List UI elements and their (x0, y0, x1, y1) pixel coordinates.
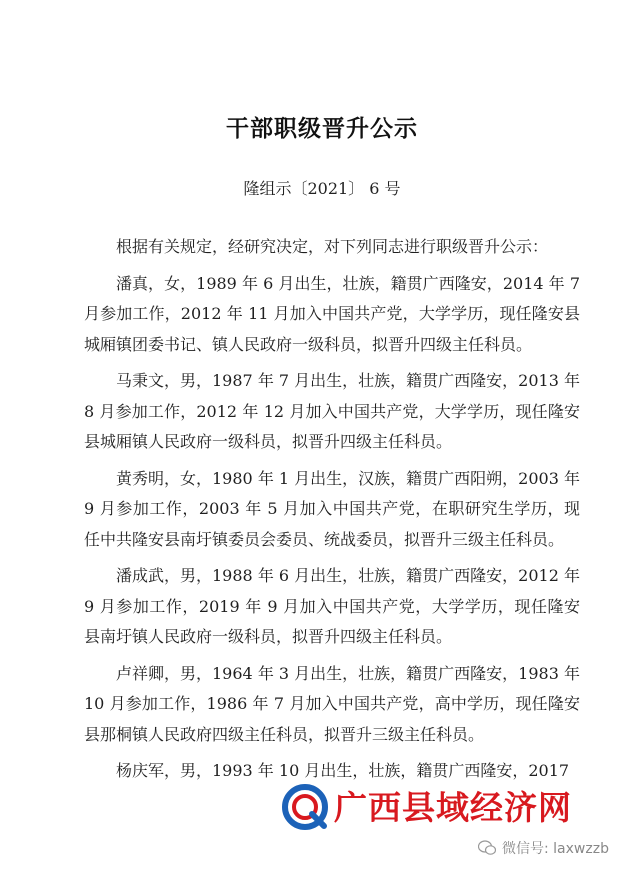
document-body (84, 232, 580, 786)
brand-logo-icon (282, 784, 328, 830)
wechat-id (478, 838, 609, 858)
list-item: 黄秀明，女，1980 年 1 月出生，汉族，籍贯广西阳朔，2003 年 9 月参加工作，2003 年 5 月加入中国共产党，在职研究生学历，现任中共隆安县南圩镇委员会委员、统战委员，拟晋升三级主任科员。 (84, 468, 580, 549)
page-title: 干部职级晋升公示 (226, 115, 418, 142)
watermark-brand-text: 广西县域经济网 (334, 788, 572, 827)
list-item: 杨庆军，男，1993 年 10 月出生，壮族，籍贯广西隆安，2017 (116, 761, 570, 780)
intro-paragraph: 根据有关规定，经研究决定，对下列同志进行职级晋升公示： (116, 237, 549, 256)
watermark (282, 780, 632, 866)
list-item: 马秉文，男，1987 年 7 月出生，壮族，籍贯广西隆安，2013 年 8 月参加工作，2012 年 12 月加入中国共产党，大学学历，现任隆安县城厢镇人民政府一级科员，拟晋升四级主任科员。 (84, 371, 580, 451)
document-number: 隆组示〔2021〕 6 号 (243, 179, 401, 198)
list-item: 卢祥卿，男，1964 年 3 月出生，壮族，籍贯广西隆安，1983 年 10 月参加工作，1986 年 7 月加入中国共产党，高中学历，现任隆安县那桐镇人民政府四级主任科员，拟晋升三级主任科员。 (84, 663, 580, 744)
list-item: 潘成武，男，1988 年 6 月出生，壮族，籍贯广西隆安，2012 年 9 月参加工作，2019 年 9 月加入中国共产党，大学学历，现任隆安县南圩镇人民政府一级科员，拟晋升四级主任科员。 (84, 566, 580, 646)
list-item: 潘真，女，1989 年 6 月出生，壮族，籍贯广西隆安，2014 年 7 月参加工作，2012 年 11 月加入中国共产党，大学学历，现任隆安县城厢镇团委书记、镇人民政府一级科员，拟晋升四级主任科员。 (84, 273, 580, 354)
wechat-id-text: 微信号: laxwzzb (502, 841, 609, 857)
wechat-icon (478, 840, 496, 856)
